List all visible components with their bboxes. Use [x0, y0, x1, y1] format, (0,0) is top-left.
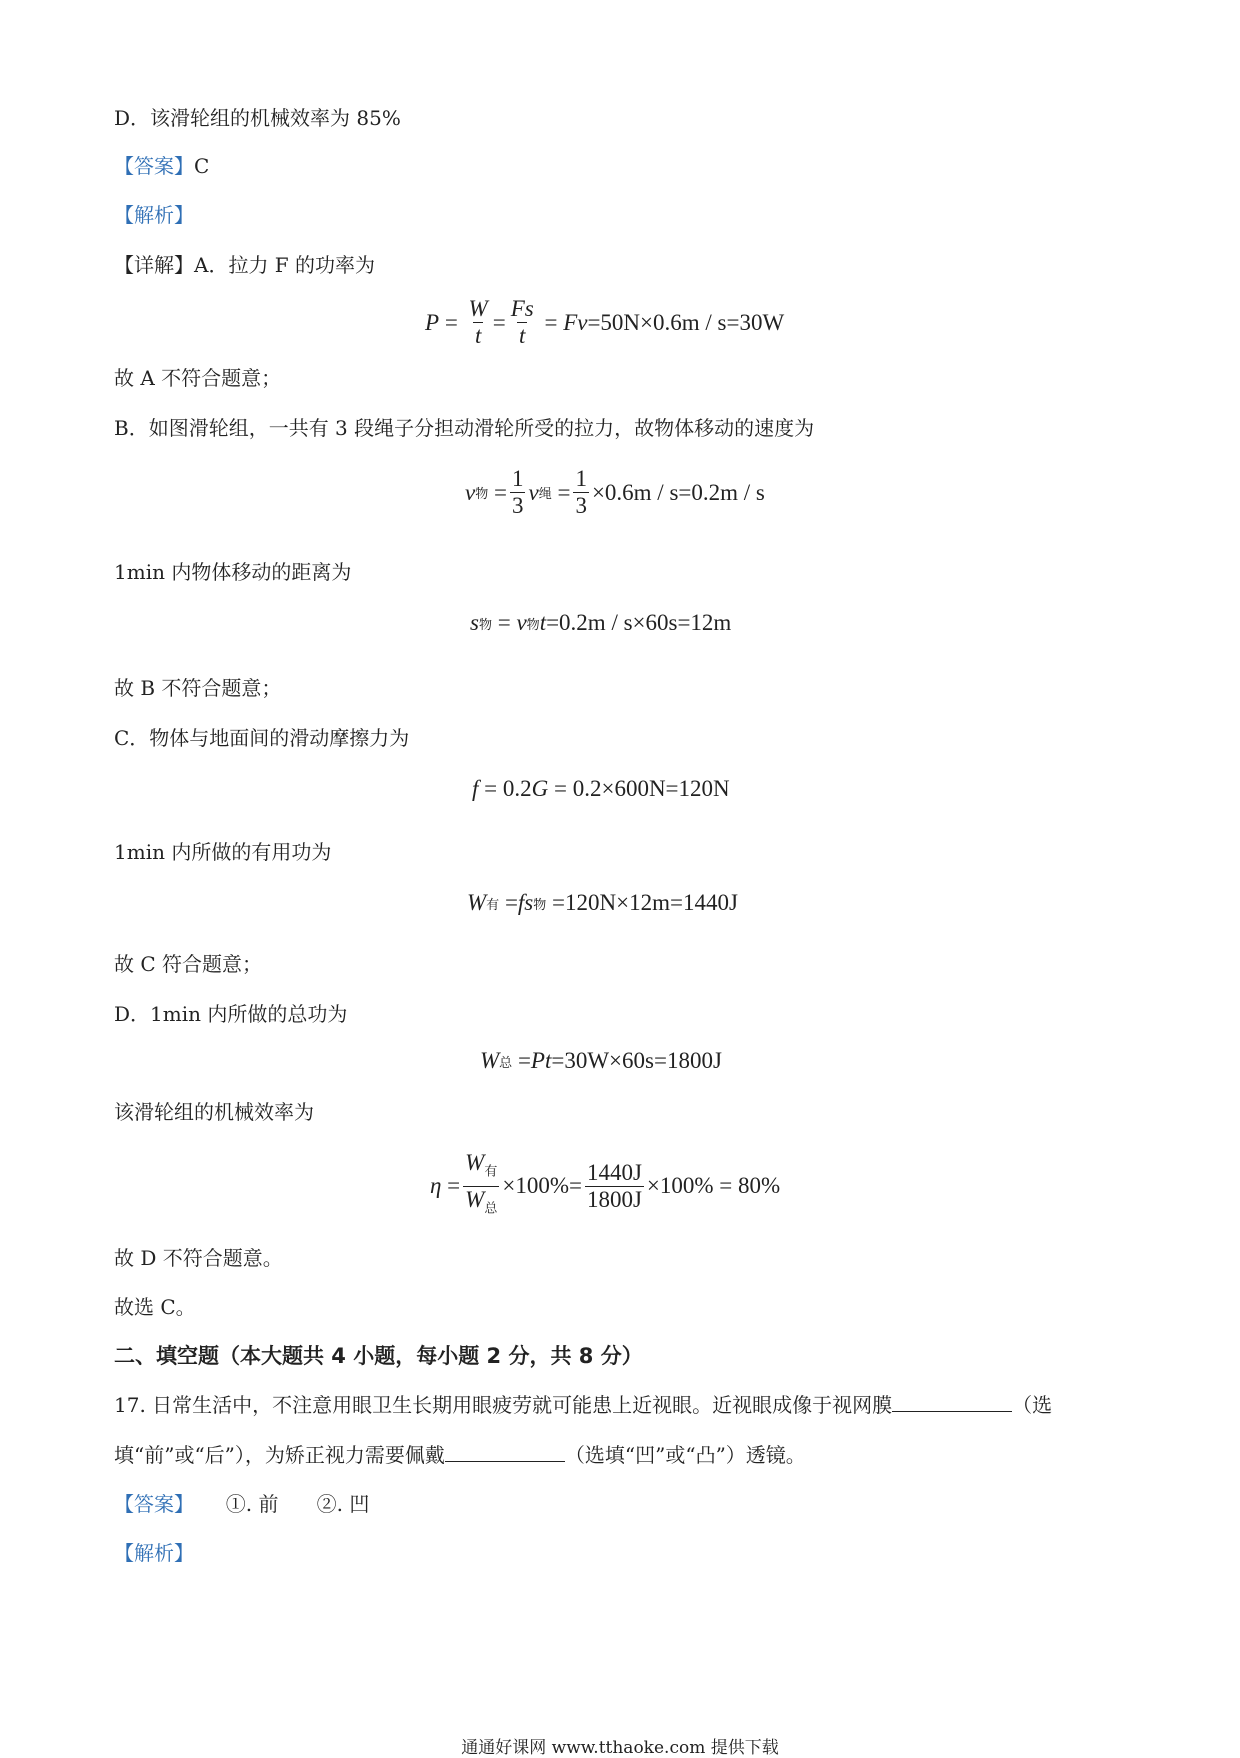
answer-blank-2[interactable]	[445, 1443, 565, 1462]
line-efficiency: 该滑轮组的机械效率为	[114, 1100, 314, 1124]
answer-tag-17: 【答案】	[114, 1492, 194, 1516]
line-d-intro: D．1min 内所做的总功为	[114, 1002, 348, 1026]
line-a-conclusion: 故 A 不符合题意；	[114, 366, 282, 390]
equation-power: P = $\frac{W}{t}$ = $\frac{Fs}{t}$ = Fv =50N×0.6m / s=30W	[425, 296, 785, 348]
line-c-intro: C．物体与地面间的滑动摩擦力为	[114, 726, 410, 750]
detail-tag: 【详解】	[114, 253, 194, 277]
analysis-tag: 【解析】	[114, 203, 194, 227]
answer-blank-1[interactable]	[892, 1393, 1012, 1412]
q17-text-d: （选填“凹”或“凸”）透镜。	[564, 1443, 806, 1467]
line-useful-work: 1min 内所做的有用功为	[114, 840, 332, 864]
answer-17-2: ②. 凹	[316, 1492, 370, 1516]
equation-useful-work: W 有 = fs 物 =120N×12m=1440J	[467, 890, 738, 915]
detail-line	[114, 253, 375, 277]
equation-efficiency: η = $\frac{W_有}{W_总}$ ×100%= $\frac{1440J}{1800J}$ ×100% = 80%	[430, 1150, 780, 1222]
line-c-conclusion: 故 C 符合题意；	[114, 952, 263, 976]
analysis-tag-17: 【解析】	[114, 1541, 194, 1565]
equation-total-work: W 总 = Pt =30W×60s=1800J	[480, 1048, 722, 1073]
answer-17-1: ①. 前	[225, 1492, 279, 1516]
answer-line-17	[114, 1492, 369, 1516]
line-d-conclusion: 故 D 不符合题意。	[114, 1246, 283, 1270]
question-17-line2	[114, 1443, 806, 1467]
q17-text-a: 17. 日常生活中，不注意用眼卫生长期用眼疲劳就可能患上近视眼。近视眼成像于视网膜	[114, 1393, 893, 1417]
answer-value: C	[194, 154, 210, 178]
line-b-intro: B．如图滑轮组，一共有 3 段绳子分担动滑轮所受的拉力，故物体移动的速度为	[114, 416, 815, 440]
question-17-line1	[114, 1393, 1052, 1417]
equation-friction: f = 0.2 G = 0.2×600N=120N	[472, 776, 730, 801]
q17-text-c: 填“前”或“后”），为矫正视力需要佩戴	[114, 1443, 445, 1467]
detail-text: A．拉力 F 的功率为	[194, 253, 376, 277]
line-b-conclusion: 故 B 不符合题意；	[114, 676, 282, 700]
answer-tag: 【答案】	[114, 154, 194, 178]
line-distance: 1min 内物体移动的距离为	[114, 560, 352, 584]
footer: 通通好课网 www.tthaoke.com 提供下载	[461, 1738, 779, 1758]
option-d: D．该滑轮组的机械效率为 85%	[114, 106, 401, 130]
section-title: 二、填空题（本大题共 4 小题，每小题 2 分，共 8 分）	[114, 1344, 643, 1368]
line-choose: 故选 C。	[114, 1295, 196, 1319]
q17-text-b: （选	[1012, 1393, 1053, 1417]
answer-line	[114, 154, 209, 178]
equation-velocity: v 物 = $\frac{1}{3}$ v 绳 = $\frac{1}{3}$ ×0.6m / s=0.2m / s	[465, 466, 765, 518]
equation-distance: s 物 = v 物 t =0.2m / s×60s=12m	[470, 610, 732, 635]
